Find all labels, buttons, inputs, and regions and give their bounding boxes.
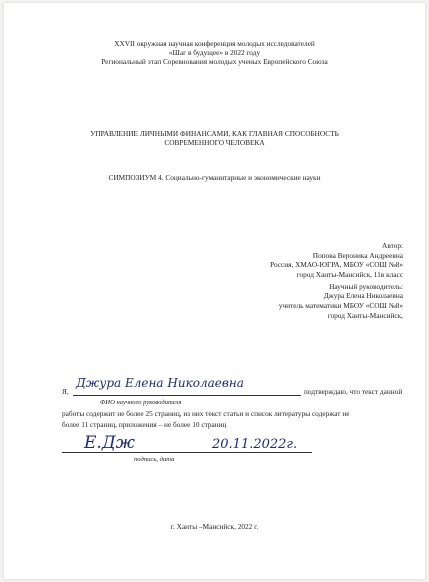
- author-city-class: город Ханты-Мансийск, 11в класс: [296, 270, 403, 279]
- symposium: СИМПОЗИУМ 4. Социально-гуманитарные и экономические науки: [108, 173, 321, 182]
- author-org: Россия, ХМАО-ЮГРА, МБОУ «СОШ №8»: [270, 260, 403, 269]
- handwritten-date: 20.11.2022г.: [212, 437, 298, 452]
- footer-city-year: г. Ханты –Мансийск, 2022 г.: [170, 522, 259, 531]
- handwritten-supervisor-name: Джура Елена Николаевна: [76, 376, 244, 390]
- conference-subtitle: «Шаг в будущее» в 2022 году: [168, 48, 261, 57]
- handwritten-signature: Е.Дж: [84, 433, 135, 453]
- paper-title-line2: СОВРЕМЕННОГО ЧЕЛОВЕКА: [164, 138, 265, 147]
- author-name: Попова Вероника Андреевна: [312, 251, 403, 260]
- confirmation-line3: более 11 страниц, приложения – не более 10 страниц: [62, 420, 227, 429]
- conference-stage: Региональный этап Соревнования молодых ученых Европейского Союза: [101, 57, 328, 66]
- supervisor-city: город Ханты-Мансийск,: [327, 311, 403, 320]
- confirmation-line2: работы содержит не более 25 страниц, из них текст статьи и список литературы содержат не: [62, 409, 350, 418]
- document-page: [4, 3, 425, 579]
- confirmation-prefix: Я,: [62, 387, 69, 396]
- fio-line: [73, 395, 301, 396]
- conference-title: XXVII окружная научная конференция молодых исследователей: [114, 39, 315, 48]
- caption-fio: ФИО научного руководителя: [100, 399, 182, 406]
- supervisor-name: Джура Елена Николаевна: [323, 291, 403, 300]
- signature-line: [62, 452, 312, 453]
- supervisor-position: учитель математики МБОУ «СОШ №8»: [278, 301, 403, 310]
- caption-signature: подпись, дата: [134, 456, 175, 463]
- author-label: Автор:: [382, 241, 403, 250]
- confirmation-suffix: подтверждаю, что текст данной: [304, 387, 403, 396]
- paper-title-line1: УПРАВЛЕНИЕ ЛИЧНЫМИ ФИНАНСАМИ, КАК ГЛАВНАЯ СПОСОБНОСТЬ: [90, 129, 339, 138]
- supervisor-label: Научный руководитель:: [329, 282, 403, 291]
